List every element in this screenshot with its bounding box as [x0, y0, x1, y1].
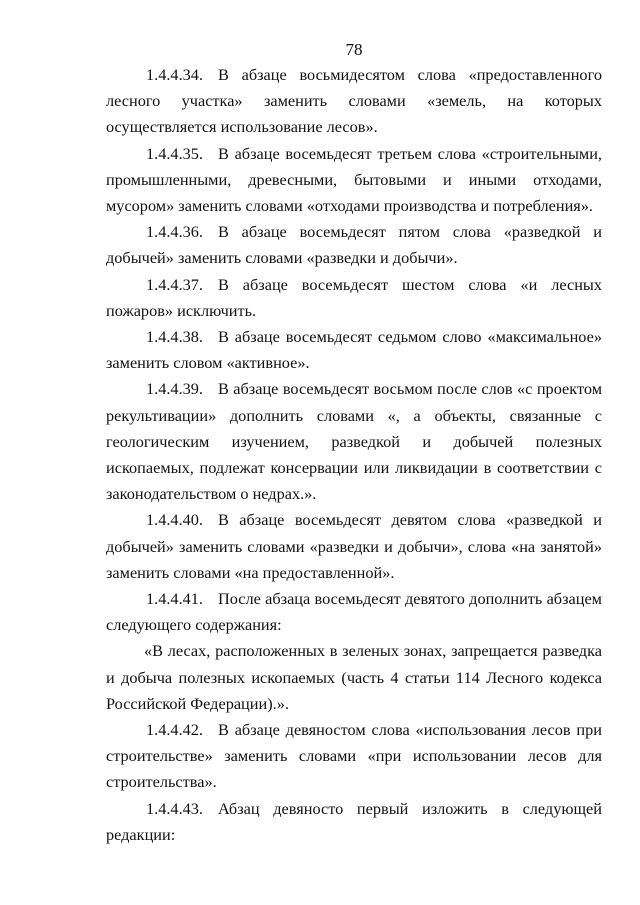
quoted-text: «В лесах, расположенных в зеленых зонах, запрещается разведка и добыча полезных ископаемых (часть 4 статьи 114 Лесного кодекса Российской Федерации).».: [106, 641, 602, 713]
clause-text: В абзаце восемьдесят девятом слова «разведкой и добычей» заменить словами «разведки и добычи», слова «на занятой» заменить словами «на предоставленной».: [106, 510, 602, 582]
clause-text: После абзаца восемьдесят девятого дополнить абзацем следующего содержания:: [106, 589, 602, 635]
clause-text: В абзаце восемьдесят пятом слова «разведкой и добычей» заменить словами «разведки и добычи».: [106, 222, 602, 268]
page-number: 78: [345, 40, 363, 59]
paragraph-1-4-4-41: [106, 586, 602, 638]
paragraph-1-4-4-35: [106, 141, 602, 220]
clause-number: 1.4.4.43.: [146, 798, 203, 818]
paragraph-1-4-4-42: [106, 717, 602, 796]
paragraph-1-4-4-40: [106, 507, 602, 586]
clause-number: 1.4.4.40.: [146, 510, 203, 530]
paragraph-1-4-4-39: [106, 376, 602, 507]
paragraph-1-4-4-36: [106, 219, 602, 271]
clause-text: В абзаце восемьдесят седьмом слово «максимальное» заменить словом «активное».: [106, 327, 602, 373]
clause-number: 1.4.4.36.: [146, 222, 203, 242]
paragraph-1-4-4-38: [106, 324, 602, 376]
clause-text: В абзаце девяностом слова «использования лесов при строительстве» заменить словами «при использовании лесов для строительства».: [106, 720, 602, 792]
clause-text: В абзаце восемьдесят третьем слова «строительными, промышленными, древесными, бытовыми и иными отходами, мусором» заменить словами «отходами производства и потребления».: [106, 143, 602, 216]
clause-text: Абзац девяносто первый изложить в следующей редакции:: [106, 798, 602, 844]
clause-number: 1.4.4.42.: [146, 720, 203, 740]
clause-number: 1.4.4.35.: [146, 143, 203, 163]
paragraph-1-4-4-37: [106, 272, 602, 324]
paragraph-1-4-4-43: [106, 796, 602, 848]
clause-number: 1.4.4.41.: [146, 589, 203, 609]
quoted-paragraph: [106, 638, 602, 717]
clause-number: 1.4.4.37.: [146, 274, 203, 294]
clause-number: 1.4.4.39.: [146, 379, 203, 399]
clause-text: В абзаце восемьдесят шестом слова «и лесных пожаров» исключить.: [106, 274, 602, 320]
clause-number: 1.4.4.38.: [146, 327, 203, 347]
clause-text: В абзаце восемьдесят восьмом после слов «с проектом рекультивации» дополнить словами «, а объекты, связанные с геологическим изучением, разведкой и добычей полезных ископаемых, подлежат консервации или ликвидации в соответствии с законодательством о недрах.».: [106, 379, 602, 504]
clause-text: В абзаце восьмидесятом слова «предоставленного лесного участка» заменить словами «земель, на которых осуществляется использование лесов».: [106, 65, 602, 137]
clause-number: 1.4.4.34.: [146, 65, 203, 84]
paragraph-1-4-4-34: [106, 62, 602, 141]
